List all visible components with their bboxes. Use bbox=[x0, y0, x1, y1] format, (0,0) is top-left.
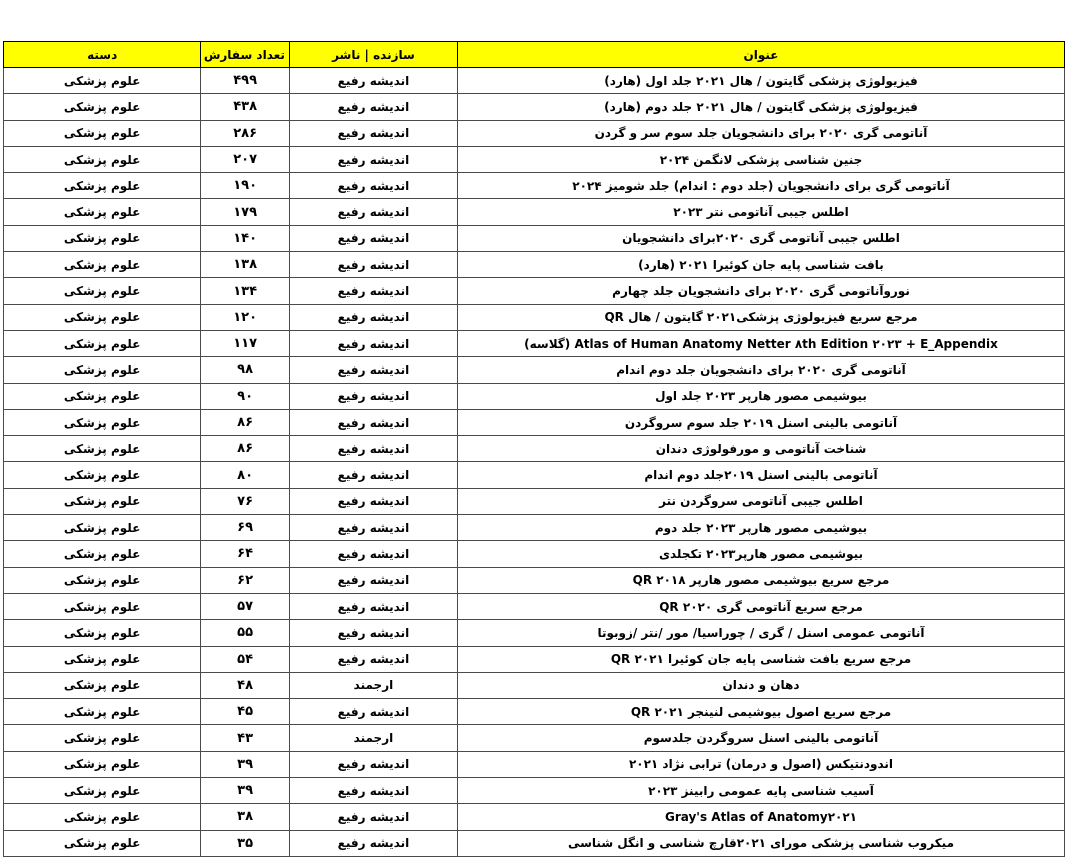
cell-title[interactable]: مرجع سریع بافت شناسی پایه جان کوئیرا ۲۰۲۱ QR bbox=[458, 646, 1065, 672]
table-row bbox=[4, 699, 1065, 725]
cell-title[interactable]: بیوشیمی مصور هارپر ۲۰۲۳ جلد دوم bbox=[458, 515, 1065, 541]
cell-category[interactable]: علوم پزشکی bbox=[4, 225, 201, 251]
cell-orders[interactable]: ۴۹۹ bbox=[201, 68, 290, 94]
table-row bbox=[4, 94, 1065, 120]
cell-category[interactable]: علوم پزشکی bbox=[4, 462, 201, 488]
cell-category[interactable]: علوم پزشکی bbox=[4, 383, 201, 409]
table-row bbox=[4, 672, 1065, 698]
table-row bbox=[4, 383, 1065, 409]
cell-title[interactable]: آناتومی گری برای دانشجویان (جلد دوم : اندام) جلد شومیز ۲۰۲۴ bbox=[458, 173, 1065, 199]
cell-orders[interactable]: ۳۵ bbox=[201, 830, 290, 856]
cell-publisher[interactable]: اندیشه رفیع bbox=[289, 252, 457, 278]
cell-category[interactable]: علوم پزشکی bbox=[4, 567, 201, 593]
table-row bbox=[4, 488, 1065, 514]
cell-publisher[interactable]: اندیشه رفیع bbox=[289, 462, 457, 488]
cell-title[interactable]: بافت شناسی پایه جان کوئیرا ۲۰۲۱ (هارد) bbox=[458, 252, 1065, 278]
cell-title[interactable]: آناتومی بالینی اسنل ۲۰۱۹ جلد سوم سروگردن bbox=[458, 409, 1065, 435]
cell-title[interactable]: Atlas of Human Anatomy Netter ۸th Edition ۲۰۲۳ + E_Appendix (گلاسه) bbox=[458, 330, 1065, 356]
cell-orders[interactable]: ۴۳ bbox=[201, 725, 290, 751]
table-row bbox=[4, 146, 1065, 172]
table-row bbox=[4, 252, 1065, 278]
cell-category[interactable]: علوم پزشکی bbox=[4, 699, 201, 725]
table-row bbox=[4, 804, 1065, 830]
cell-category[interactable]: علوم پزشکی bbox=[4, 330, 201, 356]
cell-publisher[interactable]: اندیشه رفیع bbox=[289, 488, 457, 514]
table-row bbox=[4, 646, 1065, 672]
cell-publisher[interactable]: اندیشه رفیع bbox=[289, 278, 457, 304]
table-row bbox=[4, 436, 1065, 462]
cell-orders[interactable]: ۹۰ bbox=[201, 383, 290, 409]
cell-publisher[interactable]: اندیشه رفیع bbox=[289, 383, 457, 409]
cell-publisher[interactable]: ارجمند bbox=[289, 725, 457, 751]
cell-title[interactable]: مرجع سریع اصول بیوشیمی لنینجر ۲۰۲۱ QR bbox=[458, 699, 1065, 725]
cell-category[interactable]: علوم پزشکی bbox=[4, 436, 201, 462]
cell-category[interactable]: علوم پزشکی bbox=[4, 94, 201, 120]
cell-category[interactable]: علوم پزشکی bbox=[4, 593, 201, 619]
cell-publisher[interactable]: اندیشه رفیع bbox=[289, 778, 457, 804]
cell-orders[interactable]: ۶۴ bbox=[201, 541, 290, 567]
cell-category[interactable]: علوم پزشکی bbox=[4, 725, 201, 751]
cell-orders[interactable]: ۴۸ bbox=[201, 672, 290, 698]
table-row bbox=[4, 593, 1065, 619]
cell-title[interactable]: فیزیولوژی پزشکی گایتون / هال ۲۰۲۱ جلد اول (هارد) bbox=[458, 68, 1065, 94]
cell-category[interactable]: علوم پزشکی bbox=[4, 278, 201, 304]
table-row bbox=[4, 620, 1065, 646]
cell-orders[interactable]: ۴۵ bbox=[201, 699, 290, 725]
table-row bbox=[4, 751, 1065, 777]
cell-publisher[interactable]: اندیشه رفیع bbox=[289, 357, 457, 383]
table-row bbox=[4, 515, 1065, 541]
cell-title[interactable]: آناتومی بالینی اسنل سروگردن جلدسوم bbox=[458, 725, 1065, 751]
cell-title[interactable]: مرجع سریع آناتومی گری ۲۰۲۰ QR bbox=[458, 593, 1065, 619]
cell-category[interactable]: علوم پزشکی bbox=[4, 199, 201, 225]
cell-publisher[interactable]: اندیشه رفیع bbox=[289, 436, 457, 462]
cell-publisher[interactable]: اندیشه رفیع bbox=[289, 699, 457, 725]
cell-orders[interactable]: ۱۳۸ bbox=[201, 252, 290, 278]
cell-orders[interactable]: ۳۹ bbox=[201, 751, 290, 777]
cell-category[interactable]: علوم پزشکی bbox=[4, 357, 201, 383]
cell-publisher[interactable]: اندیشه رفیع bbox=[289, 68, 457, 94]
cell-orders[interactable]: ۸۶ bbox=[201, 436, 290, 462]
table-row bbox=[4, 173, 1065, 199]
cell-category[interactable]: علوم پزشکی bbox=[4, 488, 201, 514]
cell-orders[interactable]: ۱۱۷ bbox=[201, 330, 290, 356]
cell-title[interactable]: مرجع سریع فیزیولوژی پزشکی۲۰۲۱ گایتون / هال QR bbox=[458, 304, 1065, 330]
spreadsheet bbox=[3, 41, 1065, 857]
cell-title[interactable]: آسیب شناسی پایه عمومی رابینز ۲۰۲۳ bbox=[458, 778, 1065, 804]
cell-publisher[interactable]: اندیشه رفیع bbox=[289, 567, 457, 593]
cell-orders[interactable]: ۱۳۴ bbox=[201, 278, 290, 304]
cell-publisher[interactable]: اندیشه رفیع bbox=[289, 330, 457, 356]
cell-publisher[interactable]: اندیشه رفیع bbox=[289, 804, 457, 830]
cell-publisher[interactable]: اندیشه رفیع bbox=[289, 830, 457, 856]
cell-category[interactable]: علوم پزشکی bbox=[4, 541, 201, 567]
table-row bbox=[4, 357, 1065, 383]
table-row bbox=[4, 278, 1065, 304]
cell-publisher[interactable]: اندیشه رفیع bbox=[289, 409, 457, 435]
column-header-title[interactable]: عنوان bbox=[458, 42, 1065, 68]
cell-title[interactable]: جنین شناسی پزشکی لانگمن ۲۰۲۴ bbox=[458, 146, 1065, 172]
cell-orders[interactable]: ۵۵ bbox=[201, 620, 290, 646]
table-row bbox=[4, 541, 1065, 567]
cell-orders[interactable]: ۵۴ bbox=[201, 646, 290, 672]
table-row bbox=[4, 567, 1065, 593]
cell-publisher[interactable]: اندیشه رفیع bbox=[289, 225, 457, 251]
table-row bbox=[4, 225, 1065, 251]
table-row bbox=[4, 778, 1065, 804]
table-row bbox=[4, 68, 1065, 94]
cell-category[interactable]: علوم پزشکی bbox=[4, 672, 201, 698]
table-row bbox=[4, 330, 1065, 356]
cell-orders[interactable]: ۲۸۶ bbox=[201, 120, 290, 146]
cell-category[interactable]: علوم پزشکی bbox=[4, 304, 201, 330]
cell-category[interactable]: علوم پزشکی bbox=[4, 68, 201, 94]
cell-publisher[interactable]: اندیشه رفیع bbox=[289, 94, 457, 120]
cell-orders[interactable]: ۱۲۰ bbox=[201, 304, 290, 330]
cell-title[interactable]: اطلس جیبی آناتومی نتر ۲۰۲۳ bbox=[458, 199, 1065, 225]
cell-publisher[interactable]: اندیشه رفیع bbox=[289, 515, 457, 541]
cell-category[interactable]: علوم پزشکی bbox=[4, 120, 201, 146]
cell-category[interactable]: علوم پزشکی bbox=[4, 173, 201, 199]
cell-publisher[interactable]: اندیشه رفیع bbox=[289, 120, 457, 146]
cell-publisher[interactable]: اندیشه رفیع bbox=[289, 751, 457, 777]
cell-title[interactable]: آناتومی بالینی اسنل ۲۰۱۹جلد دوم اندام bbox=[458, 462, 1065, 488]
table-row bbox=[4, 725, 1065, 751]
cell-title[interactable]: میکروب شناسی پزشکی مورای ۲۰۲۱قارچ شناسی و انگل شناسی bbox=[458, 830, 1065, 856]
cell-orders[interactable]: ۵۷ bbox=[201, 593, 290, 619]
cell-title[interactable]: فیزیولوژی پزشکی گایتون / هال ۲۰۲۱ جلد دوم (هارد) bbox=[458, 94, 1065, 120]
column-header-category[interactable]: دسته bbox=[4, 42, 201, 68]
cell-orders[interactable]: ۲۰۷ bbox=[201, 146, 290, 172]
cell-title[interactable]: دهان و دندان bbox=[458, 672, 1065, 698]
cell-title[interactable]: اطلس جیبی آناتومی گری ۲۰۲۰برای دانشجویان bbox=[458, 225, 1065, 251]
cell-orders[interactable]: ۸۶ bbox=[201, 409, 290, 435]
cell-title[interactable]: بیوشیمی مصور هارپر۲۰۲۳ تکجلدی bbox=[458, 541, 1065, 567]
cell-orders[interactable]: ۱۹۰ bbox=[201, 173, 290, 199]
cell-orders[interactable]: ۸۰ bbox=[201, 462, 290, 488]
orders-table bbox=[3, 41, 1065, 857]
cell-category[interactable]: علوم پزشکی bbox=[4, 409, 201, 435]
cell-orders[interactable]: ۶۹ bbox=[201, 515, 290, 541]
table-row bbox=[4, 830, 1065, 856]
header-row bbox=[4, 42, 1065, 68]
cell-title[interactable]: نوروآناتومی گری ۲۰۲۰ برای دانشجویان جلد چهارم bbox=[458, 278, 1065, 304]
cell-orders[interactable]: ۴۳۸ bbox=[201, 94, 290, 120]
cell-orders[interactable]: ۱۷۹ bbox=[201, 199, 290, 225]
cell-publisher[interactable]: اندیشه رفیع bbox=[289, 541, 457, 567]
cell-publisher[interactable]: اندیشه رفیع bbox=[289, 146, 457, 172]
cell-orders[interactable]: ۳۹ bbox=[201, 778, 290, 804]
cell-orders[interactable]: ۷۶ bbox=[201, 488, 290, 514]
cell-title[interactable]: اندودنتیکس (اصول و درمان) ترابی نژاد ۲۰۲۱ bbox=[458, 751, 1065, 777]
cell-publisher[interactable]: اندیشه رفیع bbox=[289, 620, 457, 646]
table-row bbox=[4, 120, 1065, 146]
table-row bbox=[4, 409, 1065, 435]
cell-title[interactable]: آناتومی گری ۲۰۲۰ برای دانشجویان جلد سوم سر و گردن bbox=[458, 120, 1065, 146]
cell-title[interactable]: آناتومی گری ۲۰۲۰ برای دانشجویان جلد دوم اندام bbox=[458, 357, 1065, 383]
cell-category[interactable]: علوم پزشکی bbox=[4, 830, 201, 856]
cell-publisher[interactable]: اندیشه رفیع bbox=[289, 173, 457, 199]
cell-publisher[interactable]: اندیشه رفیع bbox=[289, 593, 457, 619]
cell-category[interactable]: علوم پزشکی bbox=[4, 804, 201, 830]
cell-category[interactable]: علوم پزشکی bbox=[4, 646, 201, 672]
cell-orders[interactable]: ۱۴۰ bbox=[201, 225, 290, 251]
cell-title[interactable]: بیوشیمی مصور هارپر ۲۰۲۳ جلد اول bbox=[458, 383, 1065, 409]
cell-category[interactable]: علوم پزشکی bbox=[4, 778, 201, 804]
cell-category[interactable]: علوم پزشکی bbox=[4, 620, 201, 646]
cell-title[interactable]: مرجع سریع بیوشیمی مصور هارپر ۲۰۱۸ QR bbox=[458, 567, 1065, 593]
cell-title[interactable]: Gray's Atlas of Anatomy۲۰۲۱ bbox=[458, 804, 1065, 830]
cell-category[interactable]: علوم پزشکی bbox=[4, 751, 201, 777]
cell-publisher[interactable]: اندیشه رفیع bbox=[289, 199, 457, 225]
cell-publisher[interactable]: اندیشه رفیع bbox=[289, 646, 457, 672]
table-row bbox=[4, 304, 1065, 330]
cell-title[interactable]: اطلس جیبی آناتومی سروگردن نتر bbox=[458, 488, 1065, 514]
cell-publisher[interactable]: اندیشه رفیع bbox=[289, 304, 457, 330]
column-header-orders[interactable]: تعداد سفارش bbox=[201, 42, 290, 68]
cell-title[interactable]: آناتومی عمومی اسنل / گری / چوراسیا/ مور /نتر /زوبوتا bbox=[458, 620, 1065, 646]
table-row bbox=[4, 199, 1065, 225]
cell-orders[interactable]: ۳۸ bbox=[201, 804, 290, 830]
cell-publisher[interactable]: ارجمند bbox=[289, 672, 457, 698]
cell-orders[interactable]: ۹۸ bbox=[201, 357, 290, 383]
table-row bbox=[4, 462, 1065, 488]
cell-category[interactable]: علوم پزشکی bbox=[4, 515, 201, 541]
cell-category[interactable]: علوم پزشکی bbox=[4, 146, 201, 172]
column-header-publisher[interactable]: سازنده | ناشر bbox=[289, 42, 457, 68]
cell-title[interactable]: شناخت آناتومی و مورفولوژی دندان bbox=[458, 436, 1065, 462]
cell-orders[interactable]: ۶۲ bbox=[201, 567, 290, 593]
cell-category[interactable]: علوم پزشکی bbox=[4, 252, 201, 278]
